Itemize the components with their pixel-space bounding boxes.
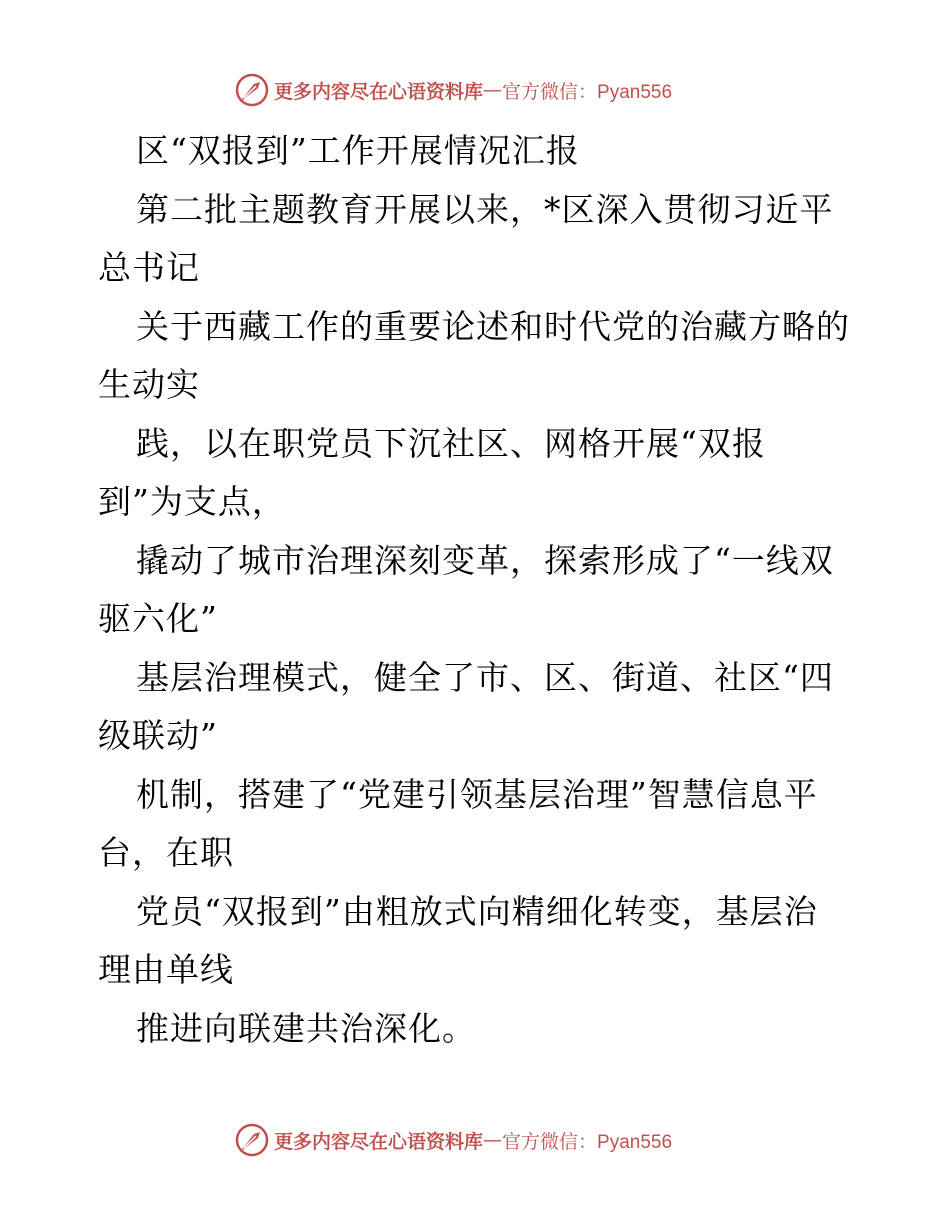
paragraph-line: 生动实 bbox=[98, 365, 200, 404]
pen-nib-logo-icon bbox=[234, 72, 270, 108]
document-body bbox=[98, 122, 858, 1058]
paragraph-line: 台，在职 bbox=[98, 833, 234, 872]
paragraph-line: 到”为支点， bbox=[98, 482, 286, 521]
paragraph-line: 践，以在职党员下沉社区、网格开展“双报 bbox=[136, 423, 766, 463]
paragraph-line: 推进向联建共治深化。 bbox=[136, 1008, 476, 1048]
paragraph-line: 驱六化” bbox=[98, 599, 218, 638]
paragraph-line: 第二批主题教育开展以来，*区深入贯彻习近平 bbox=[136, 189, 834, 229]
watermark-contact: 官方微信：Pyan556 bbox=[502, 1131, 673, 1153]
paragraph-line: 级联动” bbox=[98, 716, 218, 755]
watermark-contact: 官方微信：Pyan556 bbox=[502, 81, 673, 103]
paragraph-line: 机制，搭建了“党建引领基层治理”智慧信息平 bbox=[136, 774, 818, 814]
document-title: 区“双报到”工作开展情况汇报 bbox=[136, 131, 580, 170]
watermark-text: 更多内容尽在心语资料库 bbox=[274, 1130, 484, 1153]
paragraph-line: 总书记 bbox=[98, 248, 200, 287]
paragraph-line: 理由单线 bbox=[98, 950, 234, 989]
watermark-text: 更多内容尽在心语资料库 bbox=[274, 80, 484, 103]
pen-nib-logo-icon bbox=[234, 1122, 270, 1158]
watermark-separator: — bbox=[483, 1129, 503, 1151]
watermark-separator: — bbox=[483, 79, 503, 101]
paragraph-line: 党员“双报到”由粗放式向精细化转变，基层治 bbox=[136, 891, 818, 931]
paragraph-line: 基层治理模式，健全了市、区、街道、社区“四 bbox=[136, 657, 834, 697]
paragraph-line: 关于西藏工作的重要论述和时代党的治藏方略的 bbox=[136, 306, 850, 346]
header-watermark bbox=[234, 72, 754, 108]
paragraph-line: 撬动了城市治理深刻变革，探索形成了“一线双 bbox=[136, 540, 834, 580]
footer-watermark bbox=[234, 1122, 754, 1158]
